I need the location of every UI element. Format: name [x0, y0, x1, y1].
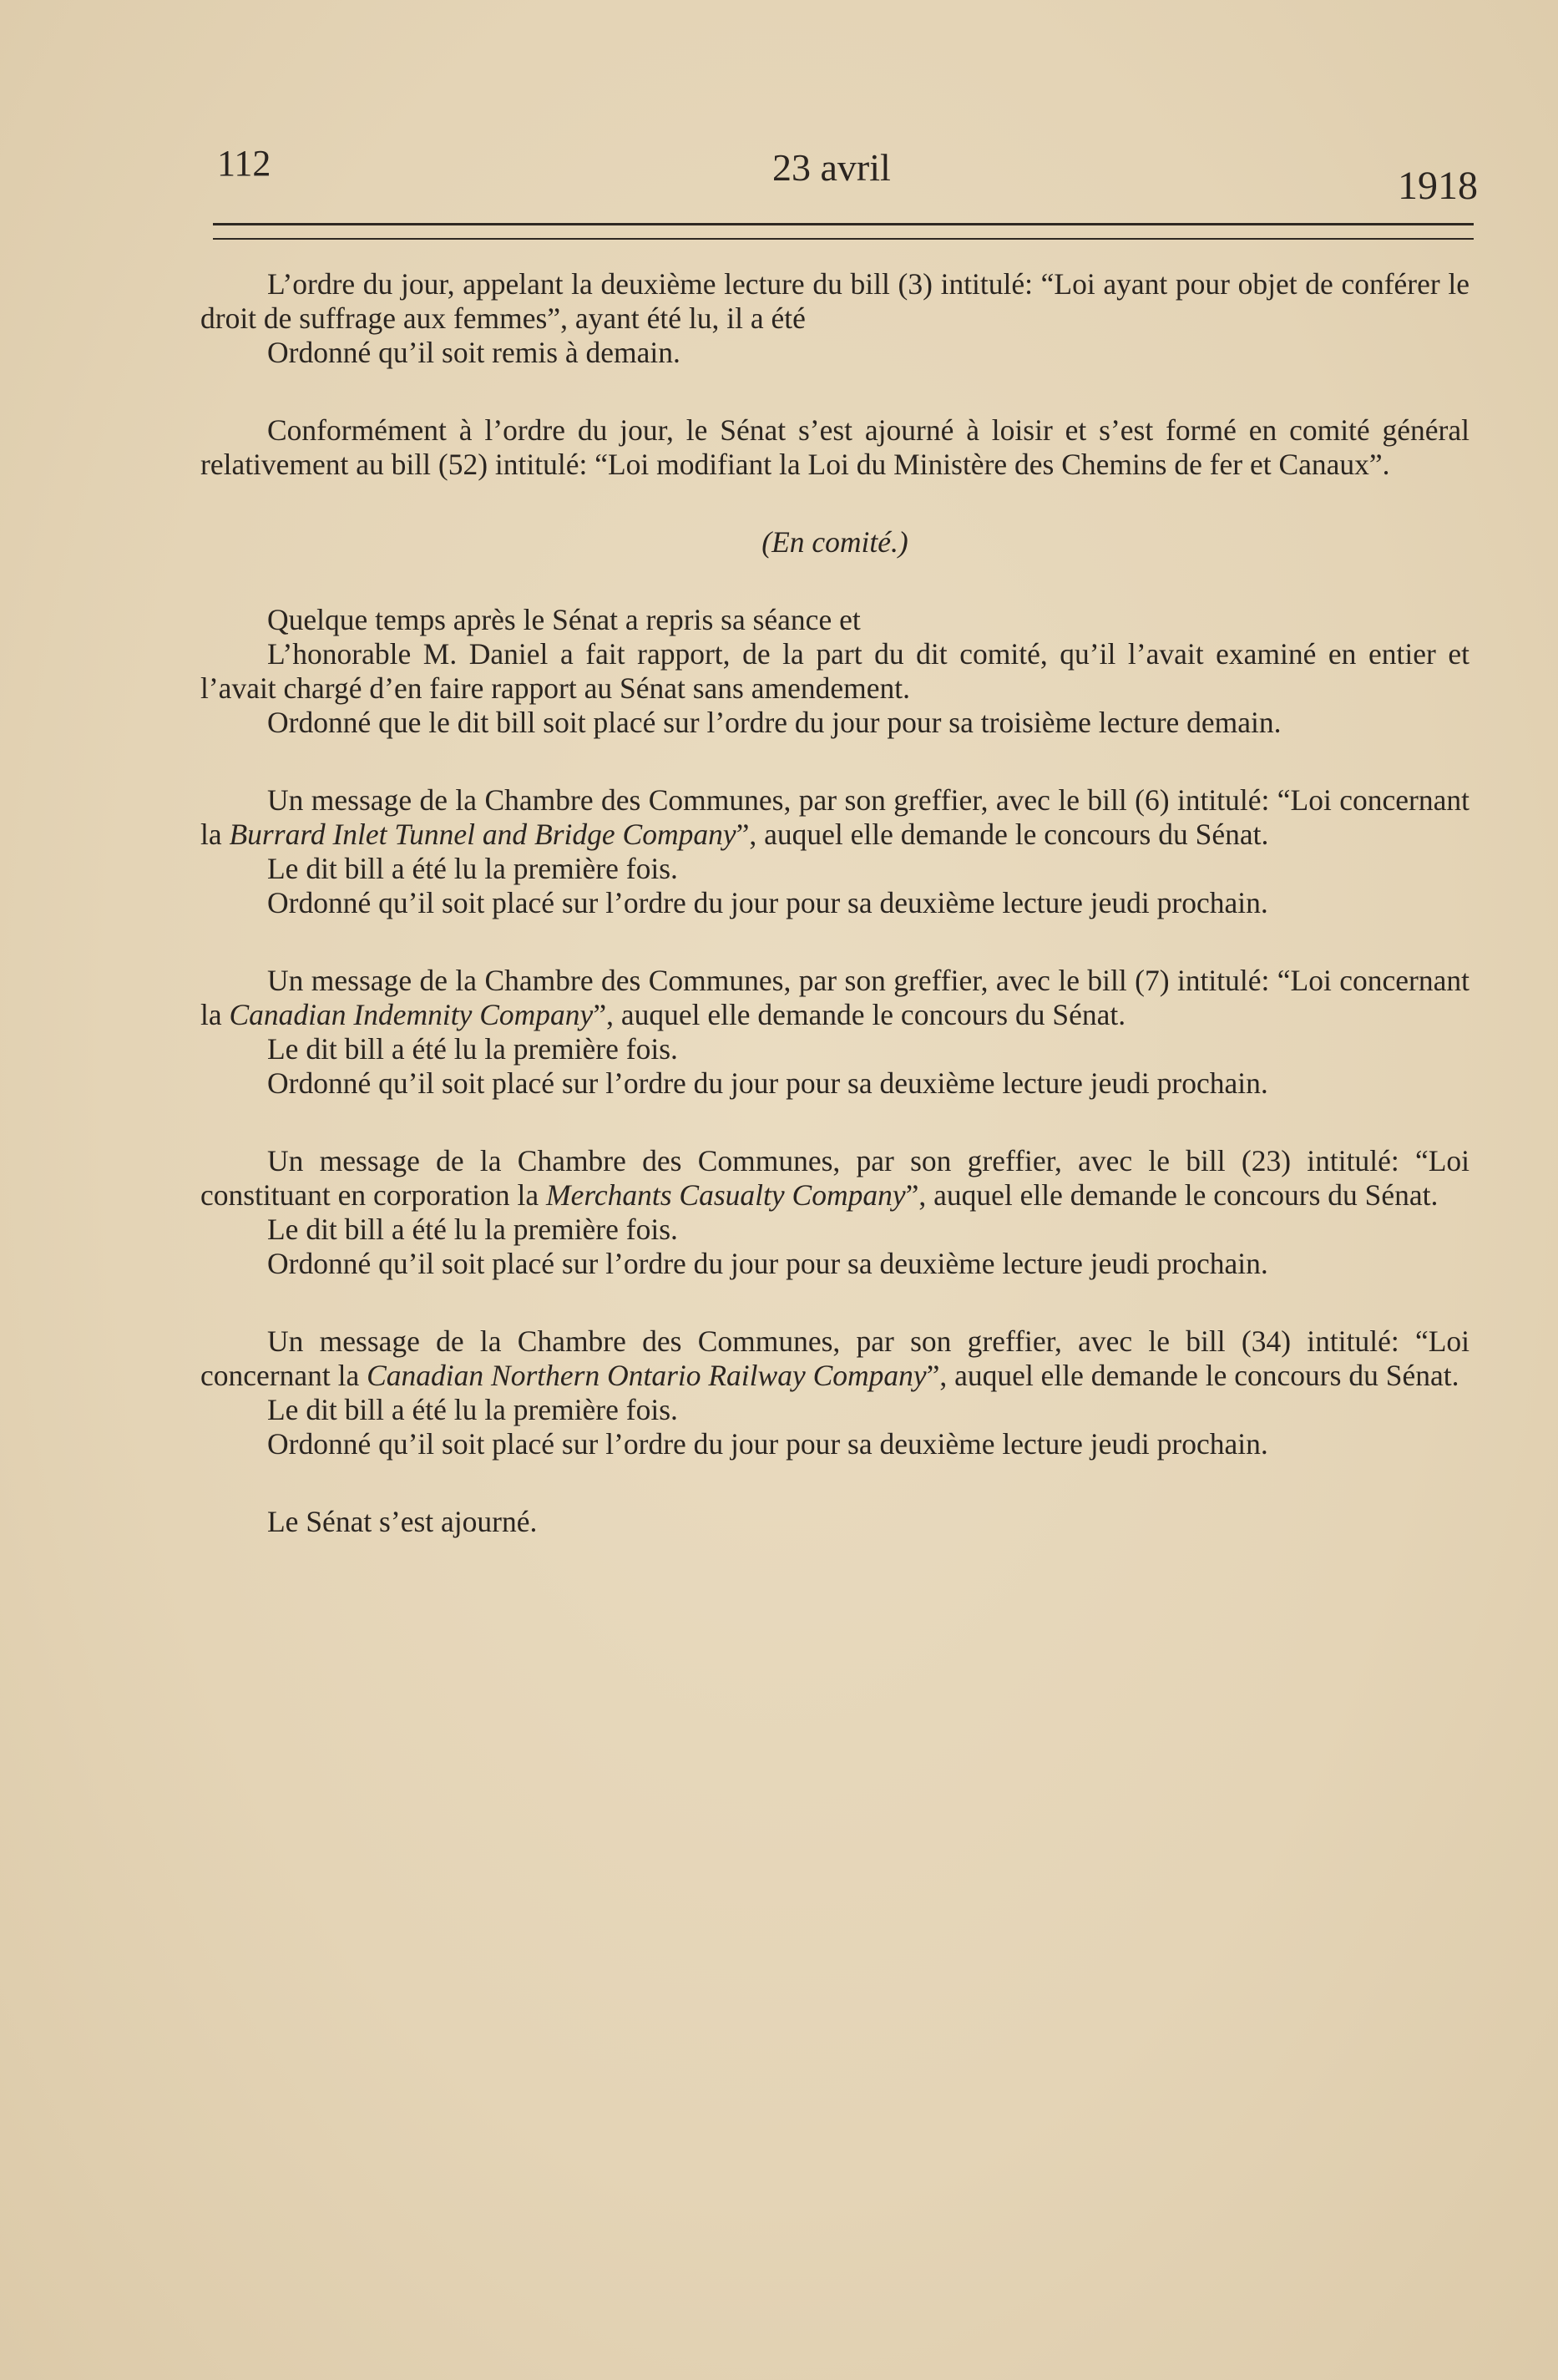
company-name-bill-23: Merchants Casualty Company	[546, 1178, 906, 1212]
senate-adjourned: Le Sénat s’est ajourné.	[267, 1505, 538, 1538]
paragraph-committee-of-whole: Conformément à l’ordre du jour, le Sénat s’est ajourné à loisir et s’est formé en comité général relativement au bill (52) intitulé: “Loi modifiant la Loi du Ministère des Chemins de fer et Canaux”.	[200, 413, 1469, 481]
second-reading-bill-34: Ordonné qu’il soit placé sur l’ordre du jour pour sa deuxième lecture jeudi prochain.	[267, 1427, 1268, 1461]
paragraph-deferred: Ordonné qu’il soit remis à demain.	[267, 336, 680, 369]
page-date: 23 avril	[772, 146, 891, 189]
header-rule-bottom	[213, 238, 1474, 240]
paragraph-third-reading: Ordonné que le dit bill soit placé sur l’ordre du jour pour sa troisième lecture demain.	[267, 706, 1282, 739]
company-name-bill-34: Canadian Northern Ontario Railway Company	[367, 1359, 927, 1392]
message-bill-6: Un message de la Chambre des Communes, par son greffier, avec le bill (6) intitulé: “Loi concernant la Burrard Inlet Tunnel and Bridge Company”, auquel elle demande le concours du Sénat.	[200, 783, 1469, 851]
first-reading-bill-34: Le dit bill a été lu la première fois.	[267, 1393, 678, 1426]
page-header	[213, 142, 1478, 208]
message-bill-23: Un message de la Chambre des Communes, par son greffier, avec le bill (23) intitulé: “Loi constituant en corporation la Merchants Casualty Company”, auquel elle demande le concours du Sénat.	[200, 1144, 1469, 1212]
in-committee-heading: (En comité.)	[761, 525, 908, 559]
second-reading-bill-6: Ordonné qu’il soit placé sur l’ordre du jour pour sa deuxième lecture jeudi prochain.	[267, 886, 1268, 919]
page-number: 112	[217, 143, 271, 184]
message-bill-34: Un message de la Chambre des Communes, par son greffier, avec le bill (34) intitulé: “Loi concernant la Canadian Northern Ontario Railway Company”, auquel elle demande le concours du Sénat.	[200, 1324, 1469, 1392]
document-body	[200, 267, 1469, 1539]
second-reading-bill-23: Ordonné qu’il soit placé sur l’ordre du jour pour sa deuxième lecture jeudi prochain.	[267, 1247, 1268, 1280]
company-name-bill-6: Burrard Inlet Tunnel and Bridge Company	[229, 818, 736, 851]
paragraph-order-of-day: L’ordre du jour, appelant la deuxième lecture du bill (3) intitulé: “Loi ayant pour objet de conférer le droit de suffrage aux femmes”, ayant été lu, il a été	[200, 267, 1469, 335]
company-name-bill-7: Canadian Indemnity Company	[229, 998, 594, 1031]
first-reading-bill-23: Le dit bill a été lu la première fois.	[267, 1213, 678, 1246]
header-rule-top	[213, 223, 1474, 225]
first-reading-bill-6: Le dit bill a été lu la première fois.	[267, 852, 678, 885]
page-year: 1918	[1398, 164, 1478, 208]
first-reading-bill-7: Le dit bill a été lu la première fois.	[267, 1032, 678, 1066]
paragraph-sitting-resumed: Quelque temps après le Sénat a repris sa séance et	[267, 603, 861, 636]
message-bill-7: Un message de la Chambre des Communes, par son greffier, avec le bill (7) intitulé: “Loi concernant la Canadian Indemnity Company”, auquel elle demande le concours du Sénat.	[200, 964, 1469, 1031]
second-reading-bill-7: Ordonné qu’il soit placé sur l’ordre du jour pour sa deuxième lecture jeudi prochain.	[267, 1066, 1268, 1100]
paragraph-committee-report: L’honorable M. Daniel a fait rapport, de la part du dit comité, qu’il l’avait examiné en entier et l’avait chargé d’en faire rapport au Sénat sans amendement.	[200, 637, 1469, 705]
